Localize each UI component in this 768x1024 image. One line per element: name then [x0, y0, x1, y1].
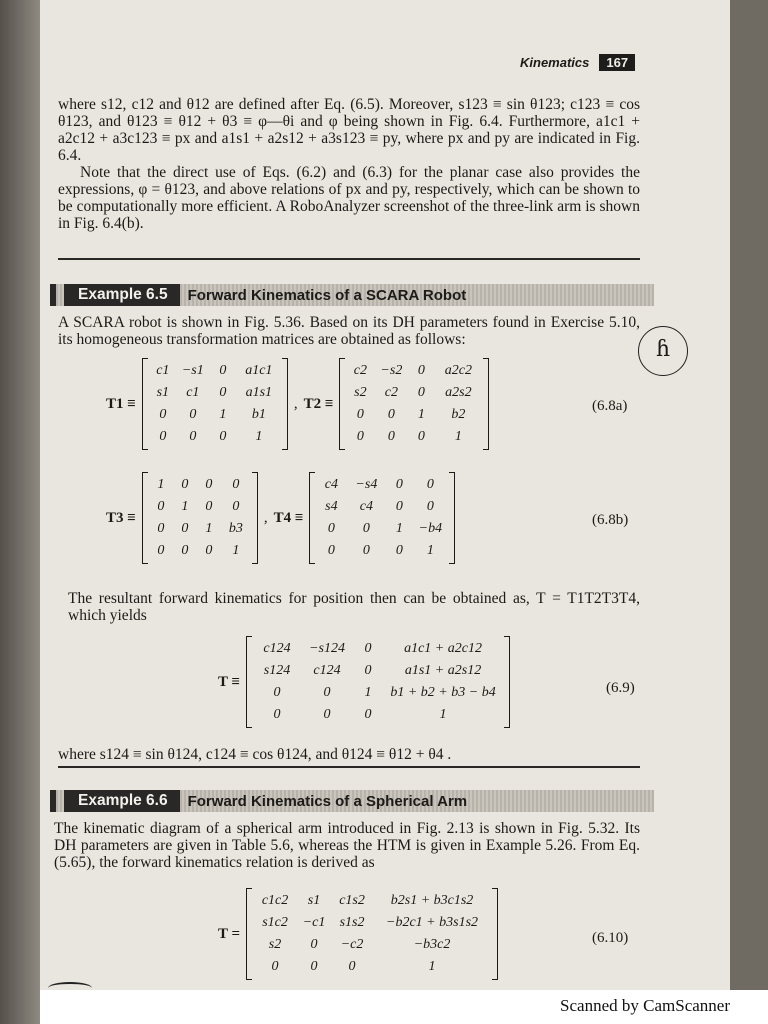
matrix-t3 [142, 472, 258, 564]
example-6-6-text: The kinematic diagram of a spherical arm introduced in Fig. 2.13 is shown in Fig. 5.32. Its DH parameters are given in Table 5.6, whereas the HTM is given in Example 5.26. From Eq. (5.65), the forward kinematics relation is derived as [54, 820, 640, 871]
equation-6-10 [218, 888, 498, 980]
matrix-cell: 0 [310, 959, 318, 974]
matrix-cell: b2s1 + b3c1s2 [390, 893, 474, 908]
matrix-cell: 0 [157, 543, 165, 558]
matrix-cell: 0 [271, 959, 279, 974]
matrix-cell: 0 [364, 663, 372, 678]
matrix-cell: s1 [307, 893, 321, 908]
matrix-cell: b1 [251, 407, 266, 422]
matrix-cell: b2 [451, 407, 466, 422]
comma: , [263, 509, 268, 526]
example-6-5-header [50, 284, 654, 306]
matrix-cell: s2 [354, 385, 367, 400]
matrix-cell: 1 [219, 407, 227, 422]
equation-number-6-8a: (6.8a) [592, 398, 628, 414]
matrix-cell: a1c1 + a2c12 [404, 641, 482, 656]
matrix-cell: a1s1 [245, 385, 273, 400]
matrix-cell: a1s1 + a2s12 [404, 663, 482, 678]
matrix-cell: −b4 [418, 521, 443, 536]
matrix-cell: 1 [439, 707, 447, 722]
matrix-cell: 0 [417, 363, 425, 378]
example-bar-stub [50, 790, 56, 812]
matrix-cell: −b2c1 + b3s1s2 [386, 915, 479, 930]
matrix-cell: c4 [324, 477, 338, 492]
matrix-cell: 0 [323, 707, 331, 722]
matrix-cell: 1 [205, 521, 213, 536]
matrix-cell: 0 [232, 499, 240, 514]
section-divider [58, 258, 640, 260]
matrix-cell: 1 [454, 429, 462, 444]
matrix-cell: 1 [428, 959, 436, 974]
matrix-cell: 0 [387, 407, 395, 422]
matrix-cell: a1c1 [245, 363, 273, 378]
matrix-cell: 0 [219, 363, 227, 378]
equation-6-9 [218, 636, 510, 728]
matrix-cell: −s1 [181, 363, 204, 378]
equation-6-8b [106, 472, 455, 564]
t-label: T = [218, 925, 241, 942]
matrix-cell: 1 [157, 477, 165, 492]
matrix-cell: 0 [219, 429, 227, 444]
matrix-cell: 0 [159, 407, 167, 422]
matrix-cell: 1 [364, 685, 372, 700]
matrix-cell: 0 [181, 543, 189, 558]
section-divider [58, 766, 640, 768]
intro-paragraph-2: Note that the direct use of Eqs. (6.2) and (6.3) for the planar case also provides the expressions, φ = θ123, and above relations of px and py, respectively, which can be shown to be computationally more efficient. A RoboAnalyzer screenshot of the three-link arm is shown in Fig. 6.4(b). [58, 164, 640, 232]
matrix-cell: 1 [417, 407, 425, 422]
matrix-cell: 0 [387, 429, 395, 444]
matrix-cell: c124 [263, 641, 291, 656]
matrix-cell: 1 [395, 521, 403, 536]
matrix-t-spherical [246, 888, 498, 980]
example-6-6-title: Forward Kinematics of a Spherical Arm [187, 792, 468, 810]
matrix-cell: 0 [395, 543, 403, 558]
matrix-cell: 0 [157, 521, 165, 536]
matrix-cell: s1c2 [262, 915, 288, 930]
chapter-title: Kinematics [520, 55, 590, 70]
matrix-cell: 0 [273, 707, 281, 722]
matrix-t1 [142, 358, 288, 450]
matrix-cell: 0 [327, 543, 335, 558]
comma: , [293, 395, 298, 412]
example-6-5-title: Forward Kinematics of a SCARA Robot [187, 286, 467, 304]
matrix-cell: 0 [426, 499, 434, 514]
equation-number-6-10: (6.10) [592, 930, 629, 946]
matrix-cell: 0 [395, 499, 403, 514]
example-6-5-text: A SCARA robot is shown in Fig. 5.36. Based on its DH parameters found in Exercise 5.10, its homogeneous transformation matrices are obtained as follows: [58, 314, 640, 348]
matrix-cell: 0 [232, 477, 240, 492]
matrix-t-scara [246, 636, 510, 728]
matrix-cell: c1 [186, 385, 200, 400]
matrix-cell: 0 [417, 429, 425, 444]
matrix-cell: 0 [327, 521, 335, 536]
matrix-cell: −s124 [309, 641, 345, 656]
matrix-cell: −b3c2 [413, 937, 451, 952]
matrix-t4 [309, 472, 455, 564]
scanner-watermark: Scanned by CamScanner [560, 996, 730, 1015]
matrix-cell: 0 [417, 385, 425, 400]
matrix-t2 [339, 358, 489, 450]
matrix-cell: −s2 [380, 363, 403, 378]
matrix-cell: 0 [395, 477, 403, 492]
matrix-cell: 0 [181, 521, 189, 536]
example-6-6-tag: Example 6.6 [64, 790, 180, 812]
matrix-cell: 0 [189, 429, 197, 444]
matrix-cell: 0 [364, 707, 372, 722]
intro-paragraph-1: where s12, c12 and θ12 are defined after Eq. (6.5). Moreover, s123 ≡ sin θ123; c123 ≡ cos θ123, and θ123 ≡ θ12 + θ3 ≡ φ—θi and φ being shown in Fig. 6.4. Furthermore, a1c1 + a2c12 + a3c123 ≡ px and a1s1 + a2s12 + a3s123 ≡ py, where px and py are indicated in Fig. 6.4. [58, 96, 640, 164]
matrix-cell: 0 [159, 429, 167, 444]
matrix-cell: 0 [310, 937, 318, 952]
matrix-cell: c1 [156, 363, 170, 378]
t1-label: T1 ≡ [106, 395, 136, 412]
matrix-cell: c1c2 [261, 893, 289, 908]
matrix-cell: 0 [219, 385, 227, 400]
matrix-cell: 0 [348, 959, 356, 974]
matrix-cell: s2 [268, 937, 282, 952]
example-6-5-text-3: where s124 ≡ sin θ124, c124 ≡ cos θ124, and θ124 ≡ θ12 + θ4 . [58, 746, 452, 763]
matrix-cell: 0 [426, 477, 434, 492]
handwritten-circle-mark: ɦ [638, 326, 688, 376]
example-6-5-text-2: The resultant forward kinematics for position then can be obtained as, T = T1T2T3T4, which yields [68, 590, 640, 624]
page-number: 167 [599, 54, 635, 71]
matrix-cell: 0 [356, 429, 364, 444]
matrix-cell: c2 [353, 363, 367, 378]
matrix-cell: 1 [255, 429, 263, 444]
equation-number-6-9: (6.9) [606, 680, 635, 696]
matrix-cell: s1s2 [339, 915, 365, 930]
example-bar-stub [50, 284, 56, 306]
matrix-cell: 0 [181, 477, 189, 492]
equation-number-6-8b: (6.8b) [592, 512, 629, 528]
t2-label: T2 ≡ [303, 395, 334, 412]
matrix-cell: −s4 [355, 477, 378, 492]
t-label: T ≡ [218, 673, 241, 690]
matrix-cell: s124 [263, 663, 291, 678]
matrix-cell: s1 [156, 385, 170, 400]
t3-label: T3 ≡ [106, 509, 136, 526]
intro-text [58, 96, 640, 232]
matrix-cell: 0 [362, 521, 370, 536]
matrix-cell: b1 + b2 + b3 − b4 [390, 685, 496, 700]
matrix-cell: s4 [325, 499, 338, 514]
t4-label: T4 ≡ [273, 509, 304, 526]
matrix-cell: 0 [205, 499, 213, 514]
matrix-cell: b3 [228, 521, 243, 536]
matrix-cell: 0 [189, 407, 197, 422]
page-edge-shadow [0, 0, 40, 1024]
matrix-cell: 0 [205, 543, 213, 558]
matrix-cell: a2s2 [445, 385, 472, 400]
matrix-cell: c124 [313, 663, 341, 678]
matrix-cell: 1 [232, 543, 240, 558]
matrix-cell: 0 [364, 641, 372, 656]
matrix-cell: −c2 [340, 937, 364, 952]
matrix-cell: c4 [359, 499, 373, 514]
matrix-cell: 1 [181, 499, 189, 514]
matrix-cell: 0 [273, 685, 281, 700]
matrix-cell: 0 [356, 407, 364, 422]
equation-6-8a [106, 358, 489, 450]
matrix-cell: 0 [323, 685, 331, 700]
matrix-cell: a2c2 [444, 363, 472, 378]
example-6-5-tag: Example 6.5 [64, 284, 180, 306]
matrix-cell: −c1 [302, 915, 326, 930]
example-6-6-header [50, 790, 654, 812]
matrix-cell: 0 [362, 543, 370, 558]
matrix-cell: c2 [384, 385, 398, 400]
matrix-cell: c1s2 [339, 893, 365, 908]
matrix-cell: 0 [205, 477, 213, 492]
running-header [520, 54, 635, 71]
matrix-cell: 1 [426, 543, 434, 558]
matrix-cell: 0 [157, 499, 165, 514]
